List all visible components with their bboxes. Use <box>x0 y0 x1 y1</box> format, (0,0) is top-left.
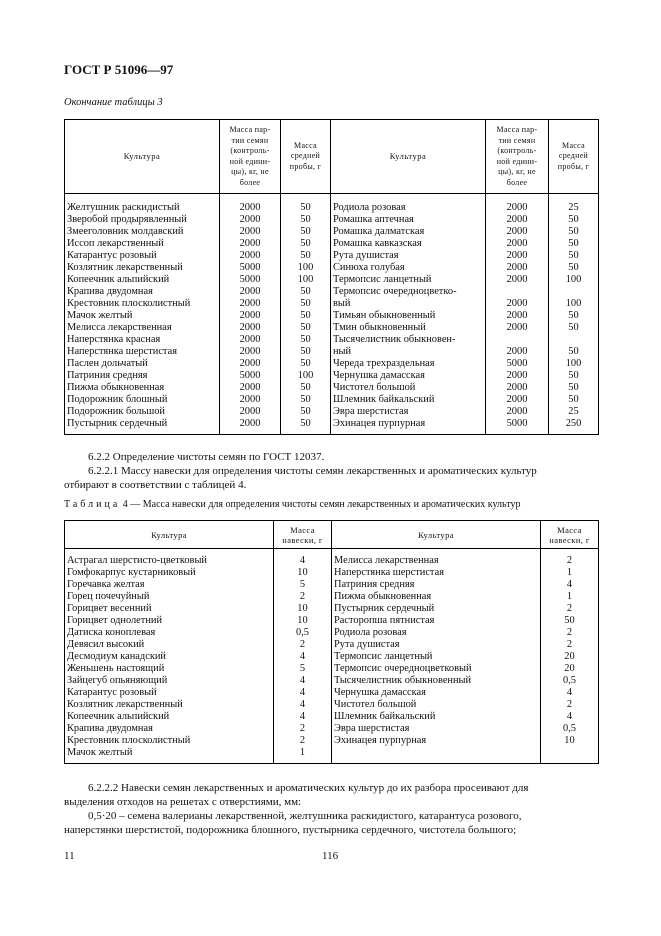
table-cell: 50 <box>281 214 331 226</box>
table-cell: Чистотел большой <box>332 699 541 711</box>
table-row <box>65 286 599 298</box>
table-cell: 50 <box>281 346 331 358</box>
table-cell: 50 <box>281 382 331 394</box>
footer-left-number: 11 <box>64 850 75 862</box>
table-cell: 2 <box>274 735 332 747</box>
table-cell: 50 <box>281 226 331 238</box>
table-cell: 5000 <box>486 418 549 430</box>
table-cell: 2 <box>566 699 573 710</box>
table-cell: 10 <box>274 615 332 627</box>
table-cell: 100 <box>565 358 582 369</box>
paragraph-6-2-2-2-line1: 6.2.2.2 Навески семян лекарственных и ароматических культур до их разбора просеивают для <box>88 782 529 794</box>
table-cell <box>486 286 549 298</box>
table-cell: Термопсис ланцетный <box>331 274 486 286</box>
table-cell: Мачок желтый <box>65 310 220 322</box>
table-row <box>65 723 599 735</box>
table-row <box>65 663 599 675</box>
table-cell: 50 <box>281 202 331 214</box>
table-cell: 50 <box>568 382 579 393</box>
table-cell: Тысячелистник обыкновенный <box>332 675 541 687</box>
table-row <box>65 358 599 370</box>
table-cell: Мелисса лекарственная <box>332 555 541 567</box>
table-cell: 2000 <box>486 310 549 322</box>
table-3 <box>64 119 599 435</box>
table-cell: Паслен дольчатый <box>65 358 220 370</box>
table-cell: Копеечник альпийский <box>65 711 274 723</box>
table-cell: 50 <box>568 394 579 405</box>
table-cell: 50 <box>281 406 331 418</box>
table-cell: 4 <box>274 675 332 687</box>
table-row <box>65 406 599 418</box>
table-row <box>65 274 599 286</box>
table-cell: Череда трехраздельная <box>331 358 486 370</box>
table-cell: 50 <box>568 226 579 237</box>
header-line: цы), кг, не <box>498 167 536 176</box>
table-cell: Крапива двудомная <box>65 723 274 735</box>
table-cell: 25 <box>568 202 579 213</box>
table-cell: Эвра шерстистая <box>331 406 486 418</box>
table-cell: 50 <box>281 394 331 406</box>
paragraph-6-2-2-1-line1: 6.2.2.1 Массу навески для определения чистоты семян лекарственных и ароматических культур <box>88 465 537 477</box>
table4-header-culture: Культура <box>65 521 274 549</box>
table-cell: 2000 <box>220 286 281 298</box>
table-cell: 50 <box>568 214 579 225</box>
table-row <box>65 262 599 274</box>
table-cell: Катарантус розовый <box>65 250 220 262</box>
table-cell: Астрагал шерстисто-цветковый <box>65 555 274 567</box>
table-cell: Змееголовник молдавский <box>65 226 220 238</box>
table-cell: 1 <box>274 747 332 759</box>
table-cell: 2000 <box>486 406 549 418</box>
table-cell: 2 <box>566 627 573 638</box>
paragraph-6-2-2-2-line2: выделения отходов на решетах с отверстиями, мм: <box>64 796 302 808</box>
table-cell <box>332 747 541 759</box>
table-cell: 4 <box>274 699 332 711</box>
table-cell: Синюха голубая <box>331 262 486 274</box>
table-cell: 100 <box>565 274 582 285</box>
table-row <box>65 735 599 747</box>
table-row <box>65 615 599 627</box>
table-cell: 0,5 <box>563 723 576 734</box>
table-cell: 2000 <box>220 406 281 418</box>
table-cell: Катарантус розовый <box>65 687 274 699</box>
table-cell: Наперстянка шерстистая <box>65 346 220 358</box>
table-cell: Десмодиум канадский <box>65 651 274 663</box>
table-cell: Чернушка дамасская <box>331 370 486 382</box>
table-row <box>65 370 599 382</box>
table-cell: 2000 <box>486 202 549 214</box>
table-cell: 2 <box>274 723 332 735</box>
table-cell: Рута душистая <box>331 250 486 262</box>
header-line: Масса <box>294 140 317 150</box>
table-cell: 2000 <box>220 250 281 262</box>
table-row <box>65 418 599 430</box>
table-cell: 50 <box>281 334 331 346</box>
table-cell: 2000 <box>220 298 281 310</box>
table-row <box>65 214 599 226</box>
table-row <box>65 382 599 394</box>
table-row <box>65 322 599 334</box>
table-cell: 50 <box>568 250 579 261</box>
table-cell: 5000 <box>486 358 549 370</box>
table-cell: 5 <box>274 579 332 591</box>
table-cell: 2000 <box>220 334 281 346</box>
table-cell: Чернушка дамасская <box>332 687 541 699</box>
table-cell: Шлемник байкальский <box>332 711 541 723</box>
table-cell: 5000 <box>220 370 281 382</box>
table-cell: 2 <box>566 639 573 650</box>
table-cell: 2000 <box>486 298 549 310</box>
table-cell: 2000 <box>220 358 281 370</box>
table-row <box>65 346 599 358</box>
table-cell: Горицвет весенний <box>65 603 274 615</box>
table-row <box>65 238 599 250</box>
table-cell: 2000 <box>220 238 281 250</box>
table-row <box>65 687 599 699</box>
table-cell: 2000 <box>486 226 549 238</box>
table-cell: Эвра шерстистая <box>332 723 541 735</box>
table-cell: Зверобой продырявленный <box>65 214 220 226</box>
table-row <box>65 591 599 603</box>
table-cell: 2000 <box>486 322 549 334</box>
table-cell: 4 <box>274 651 332 663</box>
document-title: ГОСТ Р 51096—97 <box>64 62 174 77</box>
table-cell: 50 <box>281 418 331 430</box>
table-row <box>65 651 599 663</box>
paragraph-6-2-2-1-line2: отбирают в соответствии с таблицей 4. <box>64 479 247 491</box>
table-cell: 2000 <box>486 274 549 286</box>
table-cell: 2000 <box>220 382 281 394</box>
table-cell: 10 <box>274 567 332 579</box>
header-line: Масса пар- <box>496 125 538 134</box>
header-line: (контроль- <box>230 146 270 155</box>
table-cell: Пижма обыкновенная <box>65 382 220 394</box>
table-cell: 50 <box>568 310 579 321</box>
table-cell: Пустырник сердечный <box>332 603 541 615</box>
table3-header-culture: Культура <box>65 120 220 194</box>
table-row <box>65 711 599 723</box>
table-row <box>65 675 599 687</box>
table-cell: Гомфокарпус кустарниковый <box>65 567 274 579</box>
table-cell: 2000 <box>486 394 549 406</box>
table-cell: Датиска коноплевая <box>65 627 274 639</box>
header-line: Масса пар- <box>229 125 271 134</box>
table-cell <box>549 334 599 346</box>
table-cell: Козлятник лекарственный <box>65 699 274 711</box>
table-cell: 2000 <box>486 238 549 250</box>
table-cell: 5 <box>274 663 332 675</box>
table4-header-mass-2: Масса навески, г <box>541 521 599 549</box>
table-cell: Наперстянка шерстистая <box>332 567 541 579</box>
table-cell: Горец почечуйный <box>65 591 274 603</box>
table-cell: 1 <box>566 567 573 578</box>
table-cell: 250 <box>565 418 582 429</box>
table-cell <box>486 334 549 346</box>
table-cell: 100 <box>565 298 582 309</box>
header-line: ной едини- <box>229 156 271 166</box>
table-row <box>65 639 599 651</box>
table-row <box>65 202 599 214</box>
table-cell: 50 <box>564 615 575 626</box>
table-cell: 2000 <box>486 214 549 226</box>
table-cell: Ромашка кавказская <box>331 238 486 250</box>
table-cell: 100 <box>281 370 331 382</box>
table-cell: 10 <box>274 603 332 615</box>
table-4 <box>64 520 599 764</box>
table-row <box>65 298 599 310</box>
table-cell: 2000 <box>486 346 549 358</box>
table-cell: 2000 <box>486 262 549 274</box>
table-cell: Подорожник большой <box>65 406 220 418</box>
table-cell: 4 <box>274 687 332 699</box>
header-line: более <box>239 177 261 187</box>
table-cell: Чистотел большой <box>331 382 486 394</box>
table-cell: 2000 <box>486 382 549 394</box>
table-cell: 4 <box>274 555 332 567</box>
table-cell: 100 <box>281 262 331 274</box>
header-line: Масса <box>562 140 585 150</box>
table-row <box>65 310 599 322</box>
table-cell: Пустырник сердечный <box>65 418 220 430</box>
table4-caption-label: Таблица <box>64 499 121 510</box>
paragraph-6-2-2: 6.2.2 Определение чистоты семян по ГОСТ 12037. <box>88 451 325 463</box>
table-row <box>65 226 599 238</box>
table-cell: Эхинацея пурпурная <box>332 735 541 747</box>
table-cell: Шлемник байкальский <box>331 394 486 406</box>
table-cell: 2000 <box>220 346 281 358</box>
table-cell: Крапива двудомная <box>65 286 220 298</box>
header-line: тии семян <box>231 135 269 145</box>
table-cell: вый <box>331 298 486 310</box>
table-cell: 1 <box>566 591 573 602</box>
table-cell: 50 <box>281 238 331 250</box>
table-cell: 100 <box>281 274 331 286</box>
table3-header-lot-mass-2 <box>486 120 549 194</box>
table4-header-culture-2: Культура <box>332 521 541 549</box>
paragraph-6-2-2-2-line3: 0,5·20 – семена валерианы лекарственной, желтушника раскидистого, катарантуса розового, <box>88 810 522 822</box>
table-cell: Зайцегуб опьяняющий <box>65 675 274 687</box>
table-cell: ный <box>331 346 486 358</box>
table-row <box>65 747 599 759</box>
table-cell: Крестовник плосколистный <box>65 298 220 310</box>
table-cell: 2 <box>566 555 573 566</box>
table-cell: 50 <box>568 346 579 357</box>
table-cell: 50 <box>281 286 331 298</box>
table-row <box>65 394 599 406</box>
table-cell: Желтушник раскидистый <box>65 202 220 214</box>
table-cell <box>541 747 599 759</box>
header-line: (контроль- <box>497 146 537 155</box>
table-cell: Мелисса лекарственная <box>65 322 220 334</box>
table-row <box>65 555 599 567</box>
table-cell: 2000 <box>220 322 281 334</box>
table-cell: Рута душистая <box>332 639 541 651</box>
table-cell: Женьшень настоящий <box>65 663 274 675</box>
table-cell: 50 <box>281 358 331 370</box>
table-cell: Копеечник альпийский <box>65 274 220 286</box>
table-cell: Пижма обыкновенная <box>332 591 541 603</box>
table-cell: 2 <box>274 639 332 651</box>
table-cell: 2000 <box>220 226 281 238</box>
table-cell: Ромашка далматская <box>331 226 486 238</box>
table-cell: 50 <box>568 322 579 333</box>
table-row <box>65 250 599 262</box>
table-cell: 4 <box>566 711 573 722</box>
table-row <box>65 334 599 346</box>
table-cell: Иссоп лекарственный <box>65 238 220 250</box>
table-row <box>65 567 599 579</box>
header-line: цы), кг, не <box>231 167 269 176</box>
table-cell: Наперстянка красная <box>65 334 220 346</box>
table-row <box>65 627 599 639</box>
table-cell: Козлятник лекарственный <box>65 262 220 274</box>
table-cell: 20 <box>564 651 575 662</box>
table-cell: Горицвет однолетний <box>65 615 274 627</box>
table-cell: 2000 <box>220 418 281 430</box>
header-line: ной едини- <box>496 156 538 166</box>
table-cell: Расторопша пятнистая <box>332 615 541 627</box>
table-cell <box>549 286 599 298</box>
table3-header-sample-mass-2 <box>549 120 599 194</box>
table-cell: Мачок желтый <box>65 747 274 759</box>
table-cell: Подорожник блошный <box>65 394 220 406</box>
table-cell: 50 <box>281 322 331 334</box>
table4-header-mass: Масса навески, г <box>274 521 332 549</box>
table-cell: 50 <box>281 310 331 322</box>
table-cell: 2 <box>274 591 332 603</box>
table-cell: 2000 <box>486 250 549 262</box>
table-cell: Термопсис ланцетный <box>332 651 541 663</box>
table-cell: 5000 <box>220 274 281 286</box>
table-cell: 0,5 <box>563 675 576 686</box>
table-cell: 10 <box>564 735 575 746</box>
table-cell: Эхинацея пурпурная <box>331 418 486 430</box>
table3-header-lot-mass <box>220 120 281 194</box>
table-cell: Девясил высокий <box>65 639 274 651</box>
table-cell: 4 <box>566 579 573 590</box>
table-row <box>65 579 599 591</box>
page-number: 116 <box>322 850 339 862</box>
table-cell: Термопсис очередноцветковый <box>332 663 541 675</box>
table-cell: 2000 <box>220 394 281 406</box>
table4-caption <box>64 499 520 510</box>
header-line: тии семян <box>498 135 536 145</box>
table-cell: Ромашка аптечная <box>331 214 486 226</box>
table-cell: 2000 <box>220 310 281 322</box>
table-cell: Тысячелистник обыкновен- <box>331 334 486 346</box>
table-cell: Крестовник плосколистный <box>65 735 274 747</box>
table-row <box>65 699 599 711</box>
table-cell: 2000 <box>220 202 281 214</box>
table4-header-row <box>65 521 599 549</box>
table-cell: 2 <box>566 603 573 614</box>
paragraph-6-2-2-2-line4: наперстянки шерстистой, подорожника блошного, пустырника сердечного, чистотела большого; <box>64 824 517 836</box>
table4-caption-text: 4 — Масса навески для определения чистоты семян лекарственных и ароматических культур <box>122 499 521 510</box>
header-line: более <box>506 177 528 187</box>
table-row <box>65 603 599 615</box>
table-cell: Горечавка желтая <box>65 579 274 591</box>
table-cell: 2000 <box>486 370 549 382</box>
table-cell: 0,5 <box>274 627 332 639</box>
table-cell: 50 <box>568 370 579 381</box>
table-cell: 50 <box>568 238 579 249</box>
header-line: средней <box>290 151 321 161</box>
table3-header-row <box>65 120 599 194</box>
table-cell: 50 <box>281 298 331 310</box>
table-cell: 50 <box>281 250 331 262</box>
table3-header-culture-2: Культура <box>331 120 486 194</box>
table-cell: 25 <box>568 406 579 417</box>
table-cell: Патриния средняя <box>332 579 541 591</box>
header-line: пробы, г <box>289 161 322 171</box>
header-line: средней <box>558 151 589 161</box>
table-cell: 4 <box>274 711 332 723</box>
table-cell: 20 <box>564 663 575 674</box>
table-cell: Патриния средняя <box>65 370 220 382</box>
table-cell: Термопсис очередноцветко- <box>331 286 486 298</box>
table-cell: Тмин обыкновенный <box>331 322 486 334</box>
table-cell: 2000 <box>220 214 281 226</box>
table-cell: 5000 <box>220 262 281 274</box>
table-cell: Тимьян обыкновенный <box>331 310 486 322</box>
header-line: пробы, г <box>557 161 590 171</box>
table-cell: 50 <box>568 262 579 273</box>
table-cell: 4 <box>566 687 573 698</box>
table3-header-sample-mass <box>281 120 331 194</box>
table-cell: Родиола розовая <box>332 627 541 639</box>
table3-caption: Окончание таблицы 3 <box>64 97 163 108</box>
table-cell: Родиола розовая <box>331 202 486 214</box>
